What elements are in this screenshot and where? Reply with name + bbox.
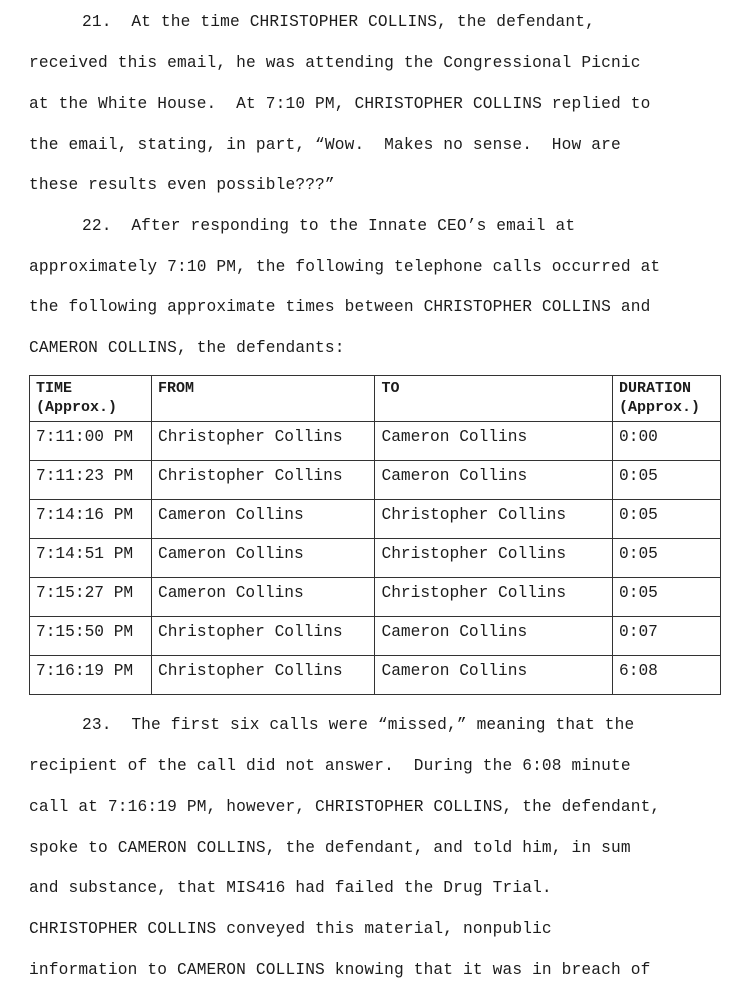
table-row xyxy=(30,422,721,461)
cell-time: 7:14:51 PM xyxy=(30,539,152,578)
cell-from: Cameron Collins xyxy=(152,539,375,578)
cell-duration: 0:07 xyxy=(613,617,721,656)
para21-line-4: the email, stating, in part, “Wow. Makes no sense. How are xyxy=(29,136,621,154)
cell-to: Christopher Collins xyxy=(375,500,613,539)
para23-line-1: 23. The first six calls were “missed,” meaning that the xyxy=(82,716,635,734)
para22-line-1: 22. After responding to the Innate CEO’s email at xyxy=(82,217,576,235)
cell-time: 7:15:50 PM xyxy=(30,617,152,656)
table-header-row xyxy=(30,376,721,422)
header-from: FROM xyxy=(152,376,375,422)
table-row xyxy=(30,461,721,500)
para23-line-5: and substance, that MIS416 had failed the Drug Trial. xyxy=(29,879,552,897)
para21-line-2: received this email, he was attending the Congressional Picnic xyxy=(29,54,641,72)
table-row xyxy=(30,578,721,617)
table-row xyxy=(30,500,721,539)
cell-to: Cameron Collins xyxy=(375,461,613,500)
header-time-sub: (Approx.) xyxy=(36,399,118,416)
cell-time: 7:14:16 PM xyxy=(30,500,152,539)
cell-duration: 0:05 xyxy=(613,500,721,539)
para21-line-5: these results even possible???” xyxy=(29,176,335,194)
cell-to: Christopher Collins xyxy=(375,578,613,617)
para21-line-3: at the White House. At 7:10 PM, CHRISTOPHER COLLINS replied to xyxy=(29,95,651,113)
para23-line-7: information to CAMERON COLLINS knowing that it was in breach of xyxy=(29,961,651,979)
cell-duration: 0:05 xyxy=(613,578,721,617)
phone-calls-table xyxy=(29,375,721,695)
cell-from: Christopher Collins xyxy=(152,422,375,461)
cell-from: Christopher Collins xyxy=(152,461,375,500)
cell-time: 7:16:19 PM xyxy=(30,656,152,695)
para22-line-2: approximately 7:10 PM, the following telephone calls occurred at xyxy=(29,258,661,276)
header-duration-sub: (Approx.) xyxy=(619,399,701,416)
para23-line-4: spoke to CAMERON COLLINS, the defendant, and told him, in sum xyxy=(29,839,631,857)
cell-time: 7:15:27 PM xyxy=(30,578,152,617)
para23-line-6: CHRISTOPHER COLLINS conveyed this material, nonpublic xyxy=(29,920,552,938)
cell-from: Christopher Collins xyxy=(152,656,375,695)
header-time xyxy=(30,376,152,422)
header-duration-label: DURATION xyxy=(619,380,692,397)
cell-duration: 0:05 xyxy=(613,539,721,578)
para23-line-2: recipient of the call did not answer. During the 6:08 minute xyxy=(29,757,631,775)
cell-duration: 6:08 xyxy=(613,656,721,695)
cell-to: Cameron Collins xyxy=(375,422,613,461)
cell-to: Cameron Collins xyxy=(375,656,613,695)
cell-duration: 0:05 xyxy=(613,461,721,500)
para22-line-4: CAMERON COLLINS, the defendants: xyxy=(29,339,345,357)
header-time-label: TIME xyxy=(36,380,73,397)
cell-time: 7:11:00 PM xyxy=(30,422,152,461)
cell-duration: 0:00 xyxy=(613,422,721,461)
cell-time: 7:11:23 PM xyxy=(30,461,152,500)
cell-to: Cameron Collins xyxy=(375,617,613,656)
para22-line-3: the following approximate times between CHRISTOPHER COLLINS and xyxy=(29,298,651,316)
header-duration xyxy=(613,376,721,422)
cell-to: Christopher Collins xyxy=(375,539,613,578)
table-row xyxy=(30,656,721,695)
para23-line-3: call at 7:16:19 PM, however, CHRISTOPHER COLLINS, the defendant, xyxy=(29,798,661,816)
table-row xyxy=(30,539,721,578)
cell-from: Christopher Collins xyxy=(152,617,375,656)
header-to: TO xyxy=(375,376,613,422)
para21-line-1: 21. At the time CHRISTOPHER COLLINS, the defendant, xyxy=(82,13,595,31)
cell-from: Cameron Collins xyxy=(152,500,375,539)
table-row xyxy=(30,617,721,656)
cell-from: Cameron Collins xyxy=(152,578,375,617)
